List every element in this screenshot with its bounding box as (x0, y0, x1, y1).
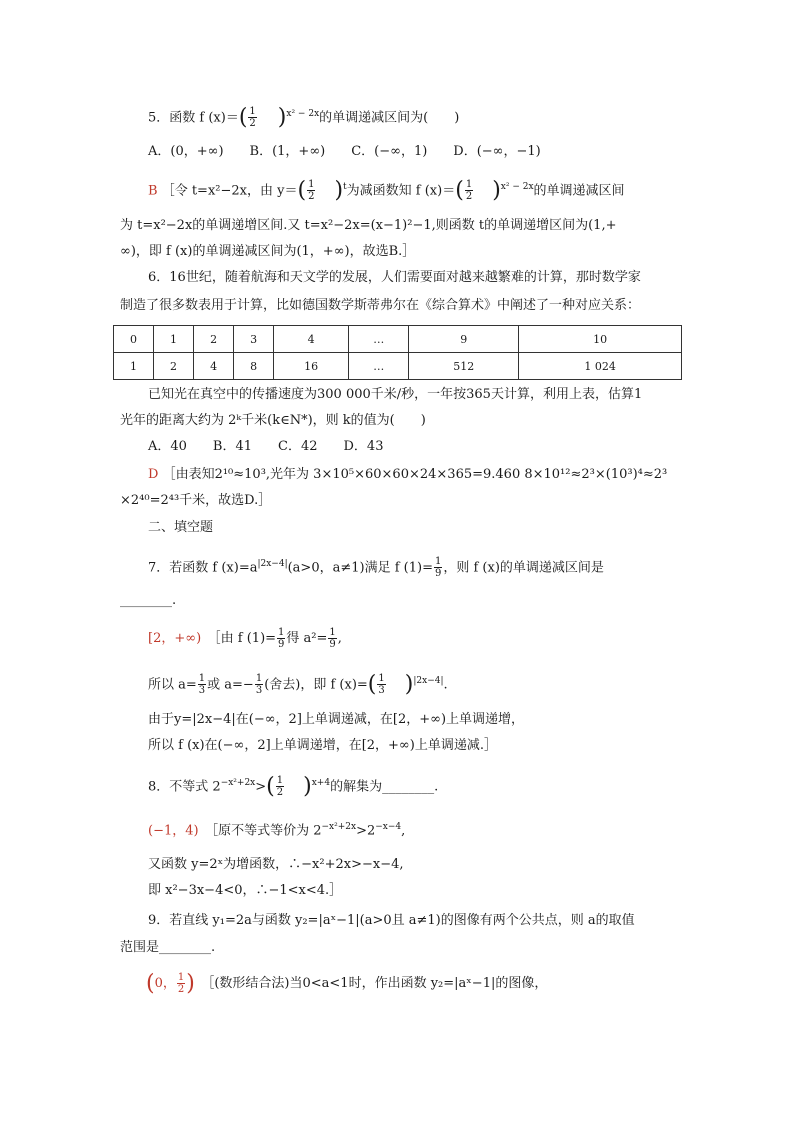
q7-solution-line1: [2，+∞) ［由 f (1)= $\frac{1}{9}$ 得 a²= $\frac{1}{9}$ , (148, 627, 342, 650)
q6-solution-line2: ×2⁴⁰=2⁴³千米，故选D.］ (120, 493, 272, 508)
q5-solution-line1: B ［令 t=x²−2x，由 y＝( $\frac{1}{2}$ )$^t$为减函数知 f (x)＝( $\frac{1}{2}$ )$^{x^2 - 2x}$的单调递减区间 (148, 177, 625, 203)
q8-solution-line2: 又函数 y=2ˣ为增函数，∴−x²+2x>−x−4, (148, 857, 404, 872)
q5-solution-line2: 为 t=x²−2x的单调递增区间.又 t=x²−2x=(x−1)²−1,则函数 t的单调递增区间为(1,+ (120, 218, 617, 233)
table-cell: 2 (154, 353, 194, 380)
table-cell: 3 (234, 326, 274, 353)
q6-options: A．40 B．41 C．42 D．43 (148, 439, 384, 454)
answer: [2，+∞) (148, 631, 202, 646)
q9-stem-line2: 范围是________. (120, 940, 216, 955)
table-cell: 4 (194, 353, 234, 380)
table-cell: 10 (519, 326, 682, 353)
table-cell: 0 (114, 326, 154, 353)
table-cell: … (349, 353, 409, 380)
q7-blank: ________. (120, 593, 177, 608)
q6-after-line2: 光年的距离大约为 2ᵏ千米(k∈N*)，则 k的值为( ) (120, 413, 426, 428)
q5-solution-line3: ∞)，即 f (x)的单调递减区间为(1，+∞)，故选B.］ (120, 244, 416, 259)
q6-stem-line1: 6．16世纪，随着航海和天文学的发展，人们需要面对越来越繁难的计算，那时数学家 (148, 270, 641, 285)
answer: (−1，4) (148, 823, 199, 839)
q9-solution: (0， $\frac{1}{2}$ ) ［(数形结合法)当0<a<1时，作出函数 y₂=|aˣ−1|的图像， (146, 970, 548, 996)
q6-stem-line2: 制造了很多数表用于计算，比如德国数学斯蒂弗尔在《综合算术》中阐述了一种对应关系： (120, 298, 641, 313)
answer: (0， $\frac{1}{2}$ ) (146, 970, 195, 996)
q8-stem: 8．不等式 $2^{-x^2+2x}>$( $\frac{1}{2}$ )$^{x+4}$的解集为________. (148, 773, 439, 799)
q5-stem: 5．函数 f (x)＝( $\frac{1}{2}$ )$^{x^2 - 2x}$的单调递减区间为( ) (148, 104, 460, 130)
answer-letter: B (148, 183, 158, 199)
q8-solution-line3: 即 x²−3x−4<0，∴−1<x<4.］ (148, 883, 343, 898)
table-row (114, 326, 682, 353)
table-cell: 1 (114, 353, 154, 380)
table-cell: 16 (274, 353, 349, 380)
table-cell: 512 (409, 353, 519, 380)
fraction: $\frac{1}{2}$ (249, 106, 256, 130)
table-cell: 4 (274, 326, 349, 353)
table-cell: 9 (409, 326, 519, 353)
table-cell: … (349, 326, 409, 353)
power-table (113, 325, 682, 380)
q7-stem: 7．若函数 f $(x)=a^{|2x-4|}(a>0$，a≠1)满足 f (1)= $\frac{1}{9}$ ，则 f (x)的单调递减区间是 (148, 556, 604, 580)
table-cell: 1 (154, 326, 194, 353)
table-cell: 8 (234, 353, 274, 380)
answer-letter: D (148, 467, 159, 482)
q7-solution-line4: 所以 f (x)在(−∞，2]上单调递增，在[2，+∞)上单调递减.］ (148, 738, 497, 753)
q5-options: A．(0，+∞) B．(1，+∞) C．(−∞，1) D．(−∞，−1) (148, 144, 541, 159)
table-row (114, 353, 682, 380)
q7-solution-line3: 由于y=|2x−4|在(−∞，2]上单调递减，在[2，+∞)上单调递增， (148, 712, 525, 727)
section-heading: 二、填空题 (148, 520, 214, 535)
table-cell: 1 024 (519, 353, 682, 380)
q8-solution-line1: (−1，4) ［原不等式等价为 $2^{-x^2+2x}>2^{-x-4}$, (148, 822, 406, 839)
q9-stem-line1: 9．若直线 y₁=2a与函数 y₂=|aˣ−1|(a>0且 a≠1)的图像有两个公共点，则 a的取值 (148, 913, 635, 928)
q6-solution-line1: D ［由表知2¹⁰≈10³,光年为 3×10⁵×60×60×24×365=9.460 8×10¹²≈2³×(10³)⁴≈2³ (148, 467, 668, 482)
q7-solution-line2: 所以 a= $\frac{1}{3}$ 或 a=− $\frac{1}{3}$ (舍去)，即 f (x)=( $\frac{1}{3}$ )$^{|2x-4|}$. (148, 671, 448, 697)
q6-after-line1: 已知光在真空中的传播速度为300 000千米/秒，一年按365天计算，利用上表，估算1 (148, 387, 643, 402)
table-cell: 2 (194, 326, 234, 353)
